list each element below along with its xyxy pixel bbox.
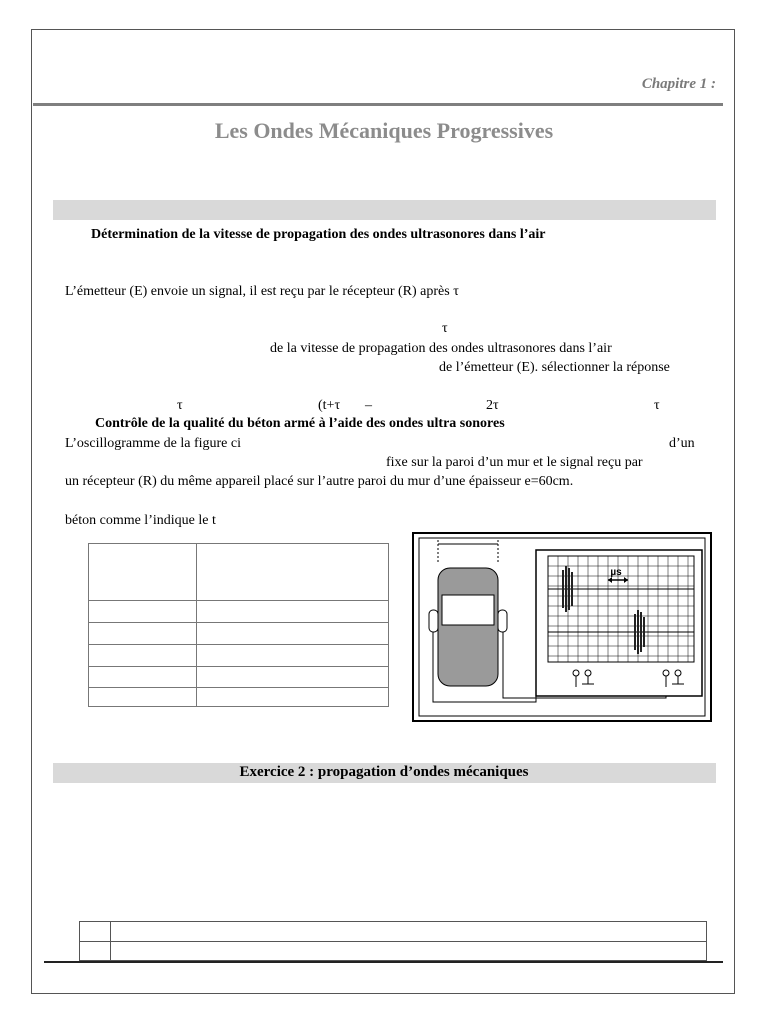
oscilloscope-figure xyxy=(412,532,712,722)
emitter-probe xyxy=(429,610,438,632)
header-rule xyxy=(33,103,723,106)
concrete-wall xyxy=(438,568,498,686)
connector-3 xyxy=(663,670,669,676)
bottom-table-row-divider xyxy=(80,941,706,942)
choice-1: τ xyxy=(177,398,183,413)
section1-line3: de l’émetteur (E). sélectionner la réponse xyxy=(439,360,670,375)
table-row-divider xyxy=(89,644,388,645)
section1-paragraph: L’émetteur (E) envoie un signal, il est reçu par le récepteur (R) après τ xyxy=(65,284,459,299)
page-title: Les Ondes Mécaniques Progressives xyxy=(214,118,554,143)
receiver-probe xyxy=(498,610,507,632)
choice-2: (t+τ xyxy=(318,398,341,413)
section1-line2: de la vitesse de propagation des ondes ultrasonores dans l’air xyxy=(270,341,612,356)
time-unit-label: µs xyxy=(610,567,622,578)
choice-2-dash: – xyxy=(365,398,372,413)
tau-symbol: τ xyxy=(442,321,448,336)
section2-line3: un récepteur (R) du même appareil placé sur l’autre paroi du mur d’une épaisseur e=60cm. xyxy=(65,474,574,489)
section2-line1-left: L’oscillogramme de la figure ci xyxy=(65,436,241,451)
connector-4 xyxy=(675,670,681,676)
table-row-divider xyxy=(89,600,388,601)
chapter-label: Chapitre 1 : xyxy=(641,76,716,92)
bottom-table xyxy=(79,921,707,961)
choice-3: 2τ xyxy=(486,398,499,413)
choice-4: τ xyxy=(654,398,660,413)
connector-1 xyxy=(573,670,579,676)
footer-rule xyxy=(44,961,723,963)
section2-heading: Contrôle de la qualité du béton armé à l’aide des ondes ultra sonores xyxy=(95,416,505,431)
exercise2-heading: Exercice 2 : propagation d’ondes mécaniques xyxy=(239,764,529,780)
results-table xyxy=(88,543,389,707)
page-frame xyxy=(31,29,735,994)
wall-window xyxy=(442,595,494,625)
section1-band xyxy=(53,200,716,220)
section2-line2: fixe sur la paroi d’un mur et le signal reçu par xyxy=(386,455,643,470)
table-row-divider xyxy=(89,622,388,623)
table-row-divider xyxy=(89,687,388,688)
section1-heading: Détermination de la vitesse de propagation des ondes ultrasonores dans l’air xyxy=(91,227,546,242)
connector-2 xyxy=(585,670,591,676)
section2-line1-right: d’un xyxy=(669,436,695,451)
section2-line4: béton comme l’indique le t xyxy=(65,513,216,528)
table-row-divider xyxy=(89,666,388,667)
table-column-divider xyxy=(196,544,197,706)
